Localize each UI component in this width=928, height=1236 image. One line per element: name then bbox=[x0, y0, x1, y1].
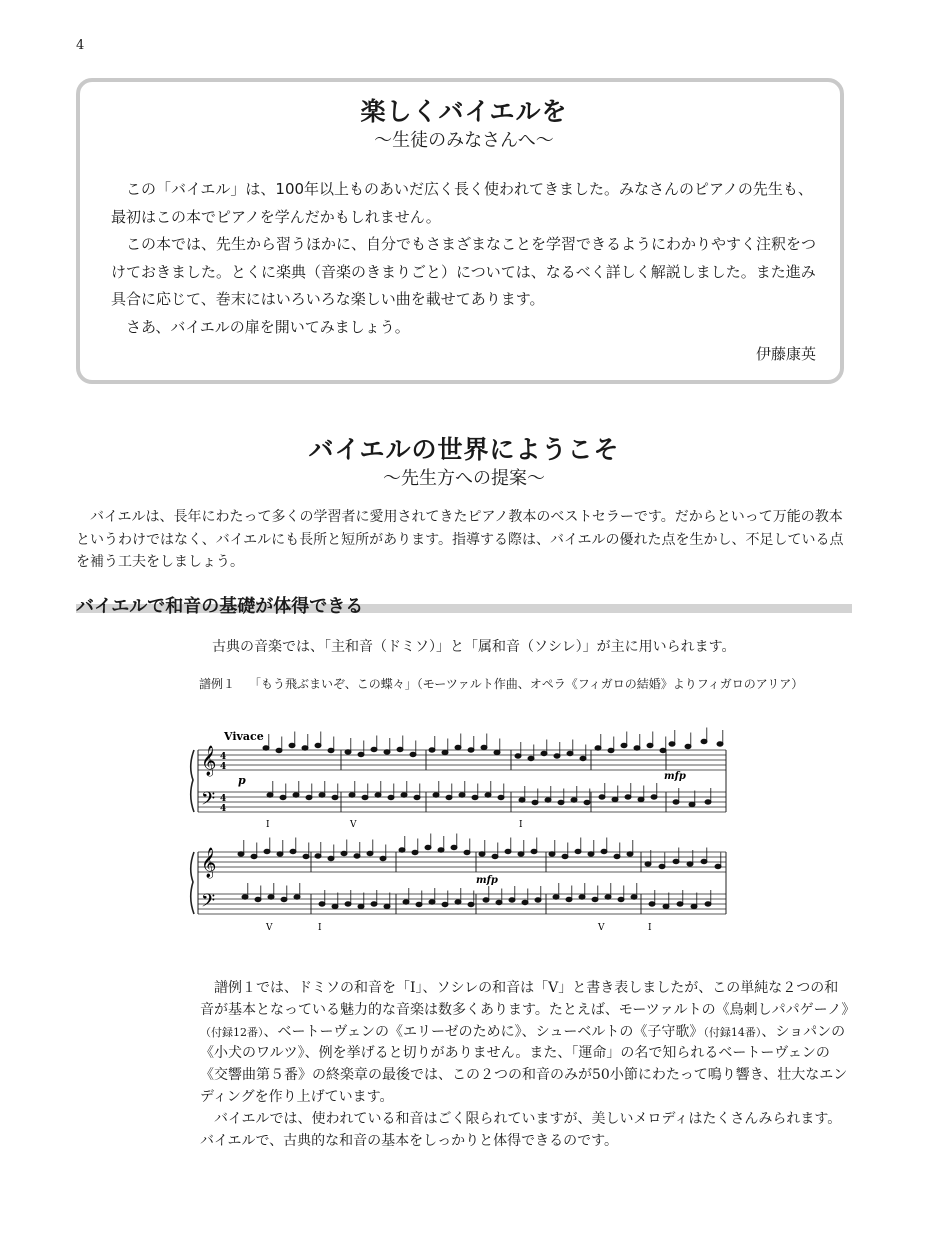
example-caption-text: 「もう飛ぶまいぞ、この蝶々」（モーツァルト作曲、オペラ《フィガロの結婚》よりフィガロのアリア） bbox=[249, 677, 804, 691]
note-head bbox=[332, 904, 338, 908]
body-paragraph bbox=[200, 978, 856, 1109]
note-head bbox=[638, 797, 644, 801]
note-head bbox=[399, 848, 405, 852]
treble-clef-icon: 𝄞 bbox=[201, 746, 217, 776]
note-head bbox=[384, 904, 390, 908]
note-head bbox=[362, 795, 368, 799]
note-head bbox=[505, 849, 511, 853]
appendix-note: （付録12番） bbox=[200, 1025, 264, 1039]
note-head bbox=[294, 895, 300, 899]
note-head bbox=[580, 756, 586, 760]
note-head bbox=[705, 902, 711, 906]
body-text-segment: 譜例１では、ドミソの和音を「Ⅰ」、ソシレの和音は「Ⅴ」と書き表しましたが、この単純な２つの和音が基本となっている魅力的な音楽は数多くあります。たとえば、モーツァルトの《鳥刺しパパゲーノ》 bbox=[200, 980, 856, 1018]
note-head bbox=[673, 800, 679, 804]
note-head bbox=[358, 752, 364, 756]
note-head bbox=[579, 895, 585, 899]
note-head bbox=[446, 795, 452, 799]
chord-label: V bbox=[350, 820, 357, 830]
note-head bbox=[492, 854, 498, 858]
note-head bbox=[354, 854, 360, 858]
note-head bbox=[532, 800, 538, 804]
note-head bbox=[455, 900, 461, 904]
note-head bbox=[705, 800, 711, 804]
note-head bbox=[608, 748, 614, 752]
note-head bbox=[306, 795, 312, 799]
time-signature: 4 bbox=[220, 762, 227, 772]
subsection-heading: バイエルで和音の基礎が体得できる bbox=[76, 596, 364, 617]
chord-intro-text: 古典の音楽では、「主和音（ドミソ）」と「属和音（ソシレ）」が主に用いられます。 bbox=[212, 639, 736, 655]
note-head bbox=[554, 754, 560, 758]
note-head bbox=[479, 852, 485, 856]
note-head bbox=[341, 851, 347, 855]
note-head bbox=[358, 904, 364, 908]
tempo-marking: Vivace bbox=[224, 730, 264, 743]
intro-title: 楽しくバイエルを bbox=[360, 97, 568, 126]
note-head bbox=[268, 895, 274, 899]
time-signature: 4 bbox=[220, 804, 227, 814]
note-head bbox=[522, 900, 528, 904]
note-head bbox=[545, 798, 551, 802]
note-head bbox=[601, 849, 607, 853]
body-text bbox=[200, 978, 856, 1152]
appendix-note: （付録14番） bbox=[703, 1025, 762, 1039]
note-head bbox=[685, 744, 691, 748]
note-head bbox=[651, 795, 657, 799]
time-signature: 4 bbox=[220, 752, 227, 762]
note-head bbox=[442, 902, 448, 906]
chord-label: I bbox=[519, 820, 523, 830]
chord-label: I bbox=[318, 923, 322, 933]
note-head bbox=[464, 850, 470, 854]
note-head bbox=[371, 902, 377, 906]
chord-label: I bbox=[648, 923, 652, 933]
page-number: 4 bbox=[76, 38, 85, 53]
note-head bbox=[403, 900, 409, 904]
note-head bbox=[375, 793, 381, 797]
note-head bbox=[673, 859, 679, 863]
note-head bbox=[416, 902, 422, 906]
note-head bbox=[328, 856, 334, 860]
note-head bbox=[315, 743, 321, 747]
note-head bbox=[531, 849, 537, 853]
note-head bbox=[663, 904, 669, 908]
note-head bbox=[558, 800, 564, 804]
note-head bbox=[380, 856, 386, 860]
note-head bbox=[280, 795, 286, 799]
lead-paragraph: バイエルは、長年にわたって多くの学習者に愛用されてきたピアノ教本のベストセラーです。だからといって万能の教本というわけではなく、バイエルにも長所と短所があります。指導する際は、バイエルの優れた点を生かし、不足している点を補う工夫をしましょう。 bbox=[76, 509, 844, 570]
note-head bbox=[625, 795, 631, 799]
intro-paragraph: この「バイエル」は、100年以上ものあいだ広く長く使われてきました。みなさんのピアノの先生も、最初はこの本でピアノを学んだかもしれません。 bbox=[111, 180, 813, 226]
note-head bbox=[451, 845, 457, 849]
note-head bbox=[442, 750, 448, 754]
note-head bbox=[689, 802, 695, 806]
note-head bbox=[455, 745, 461, 749]
note-head bbox=[345, 750, 351, 754]
bass-clef-icon: 𝄢 bbox=[201, 789, 216, 814]
note-head bbox=[345, 902, 351, 906]
note-head bbox=[584, 800, 590, 804]
note-head bbox=[481, 745, 487, 749]
note-head bbox=[315, 854, 321, 858]
note-head bbox=[472, 795, 478, 799]
note-head bbox=[605, 895, 611, 899]
dynamic-marking: mfp bbox=[664, 771, 686, 782]
note-head bbox=[281, 897, 287, 901]
example-label: 譜例１ bbox=[199, 677, 236, 691]
note-head bbox=[528, 756, 534, 760]
example-caption bbox=[199, 675, 803, 692]
chord-label: I bbox=[266, 820, 270, 830]
time-signature: 4 bbox=[220, 794, 227, 804]
note-head bbox=[494, 750, 500, 754]
note-head bbox=[414, 795, 420, 799]
note-head bbox=[701, 739, 707, 743]
note-head bbox=[425, 845, 431, 849]
note-head bbox=[388, 795, 394, 799]
chord-label: V bbox=[598, 923, 605, 933]
intro-subtitle: ～生徒のみなさんへ～ bbox=[374, 130, 554, 151]
note-head bbox=[277, 852, 283, 856]
note-head bbox=[459, 793, 465, 797]
note-head bbox=[238, 852, 244, 856]
note-head bbox=[627, 852, 633, 856]
section-title: バイエルの世界にようこそ bbox=[308, 435, 620, 464]
note-head bbox=[242, 895, 248, 899]
note-head bbox=[263, 746, 269, 750]
note-head bbox=[618, 897, 624, 901]
note-head bbox=[397, 747, 403, 751]
note-head bbox=[535, 898, 541, 902]
note-head bbox=[433, 793, 439, 797]
note-head bbox=[410, 752, 416, 756]
note-head bbox=[553, 895, 559, 899]
note-head bbox=[518, 852, 524, 856]
note-head bbox=[660, 748, 666, 752]
note-head bbox=[255, 897, 261, 901]
note-head bbox=[659, 864, 665, 868]
note-head bbox=[332, 795, 338, 799]
note-head bbox=[429, 748, 435, 752]
note-head bbox=[485, 793, 491, 797]
treble-clef-icon: 𝄞 bbox=[201, 848, 217, 878]
intro-paragraph: さあ、バイエルの扉を開いてみましょう。 bbox=[126, 317, 410, 336]
note-head bbox=[567, 751, 573, 755]
note-head bbox=[599, 795, 605, 799]
note-head bbox=[645, 862, 651, 866]
note-head bbox=[267, 793, 273, 797]
system2-brace bbox=[191, 852, 194, 914]
note-head bbox=[349, 793, 355, 797]
note-head bbox=[701, 859, 707, 863]
note-head bbox=[401, 793, 407, 797]
chord-label: V bbox=[266, 923, 273, 933]
note-head bbox=[276, 748, 282, 752]
note-head bbox=[302, 746, 308, 750]
system1-treble-staff bbox=[198, 750, 726, 770]
note-head bbox=[691, 904, 697, 908]
note-head bbox=[303, 854, 309, 858]
note-head bbox=[384, 750, 390, 754]
author-signature: 伊藤康英 bbox=[755, 345, 816, 363]
note-head bbox=[264, 849, 270, 853]
bass-clef-icon: 𝄢 bbox=[201, 891, 216, 916]
system1-barlines bbox=[198, 750, 726, 812]
note-head bbox=[483, 898, 489, 902]
note-head bbox=[677, 902, 683, 906]
dynamic-marking: mfp bbox=[476, 875, 498, 886]
body-text-segment: 、ショパンの《小犬のワルツ》、例を挙げると切りがありません。また、「運命」の名で知られるベートーヴェンの《交響曲第５番》の終楽章の最後では、この２つの和音のみが50小節にわたって鳴り響き、壮大なエンディングを作り上げています。 bbox=[200, 1023, 848, 1105]
note-head bbox=[592, 897, 598, 901]
note-head bbox=[515, 754, 521, 758]
note-head bbox=[367, 851, 373, 855]
note-head bbox=[634, 746, 640, 750]
note-head bbox=[649, 902, 655, 906]
note-head bbox=[717, 742, 723, 746]
body-paragraph: バイエルでは、使われている和音はごく限られていますが、美しいメロディはたくさんみられます。バイエルで、古典的な和音の基本をしっかりと体得できるのです。 bbox=[200, 1110, 842, 1149]
note-head bbox=[669, 742, 675, 746]
note-head bbox=[509, 898, 515, 902]
section-subtitle: ～先生方への提案～ bbox=[383, 468, 545, 489]
note-head bbox=[562, 854, 568, 858]
note-head bbox=[612, 797, 618, 801]
note-head bbox=[289, 743, 295, 747]
note-head bbox=[319, 902, 325, 906]
note-head bbox=[549, 852, 555, 856]
note-head bbox=[566, 897, 572, 901]
note-head bbox=[468, 748, 474, 752]
music-score bbox=[186, 722, 746, 942]
note-head bbox=[519, 798, 525, 802]
note-head bbox=[621, 743, 627, 747]
intro-paragraph: この本では、先生から習うほかに、自分でもさまざまなことを学習できるようにわかりやすく注釈をつけておきました。とくに楽典（音楽のきまりごと）については、なるべく詳しく解説しました。また進み具合に応じて、巻末にはいろいろな楽しい曲を載せてあります。 bbox=[111, 235, 817, 309]
system2-barlines bbox=[198, 852, 726, 914]
body-text-segment: 、ベートーヴェンの《エリーゼのために》、シューベルトの《子守歌》 bbox=[263, 1023, 704, 1040]
note-head bbox=[541, 751, 547, 755]
note-head bbox=[614, 854, 620, 858]
note-head bbox=[498, 795, 504, 799]
note-head bbox=[290, 849, 296, 853]
note-head bbox=[575, 849, 581, 853]
note-head bbox=[687, 862, 693, 866]
note-head bbox=[319, 793, 325, 797]
note-head bbox=[328, 748, 334, 752]
note-head bbox=[251, 854, 257, 858]
note-head bbox=[496, 900, 502, 904]
note-head bbox=[438, 848, 444, 852]
note-head bbox=[412, 850, 418, 854]
note-head bbox=[631, 895, 637, 899]
note-head bbox=[588, 852, 594, 856]
note-head bbox=[429, 900, 435, 904]
note-head bbox=[595, 746, 601, 750]
note-head bbox=[293, 793, 299, 797]
intro-body bbox=[111, 176, 823, 342]
note-head bbox=[468, 902, 474, 906]
dynamic-marking: p bbox=[238, 774, 246, 787]
note-head bbox=[571, 798, 577, 802]
system2-bass-staff bbox=[198, 894, 726, 914]
system1-brace bbox=[191, 750, 194, 812]
note-head bbox=[371, 747, 377, 751]
note-head bbox=[647, 743, 653, 747]
note-head bbox=[715, 864, 721, 868]
